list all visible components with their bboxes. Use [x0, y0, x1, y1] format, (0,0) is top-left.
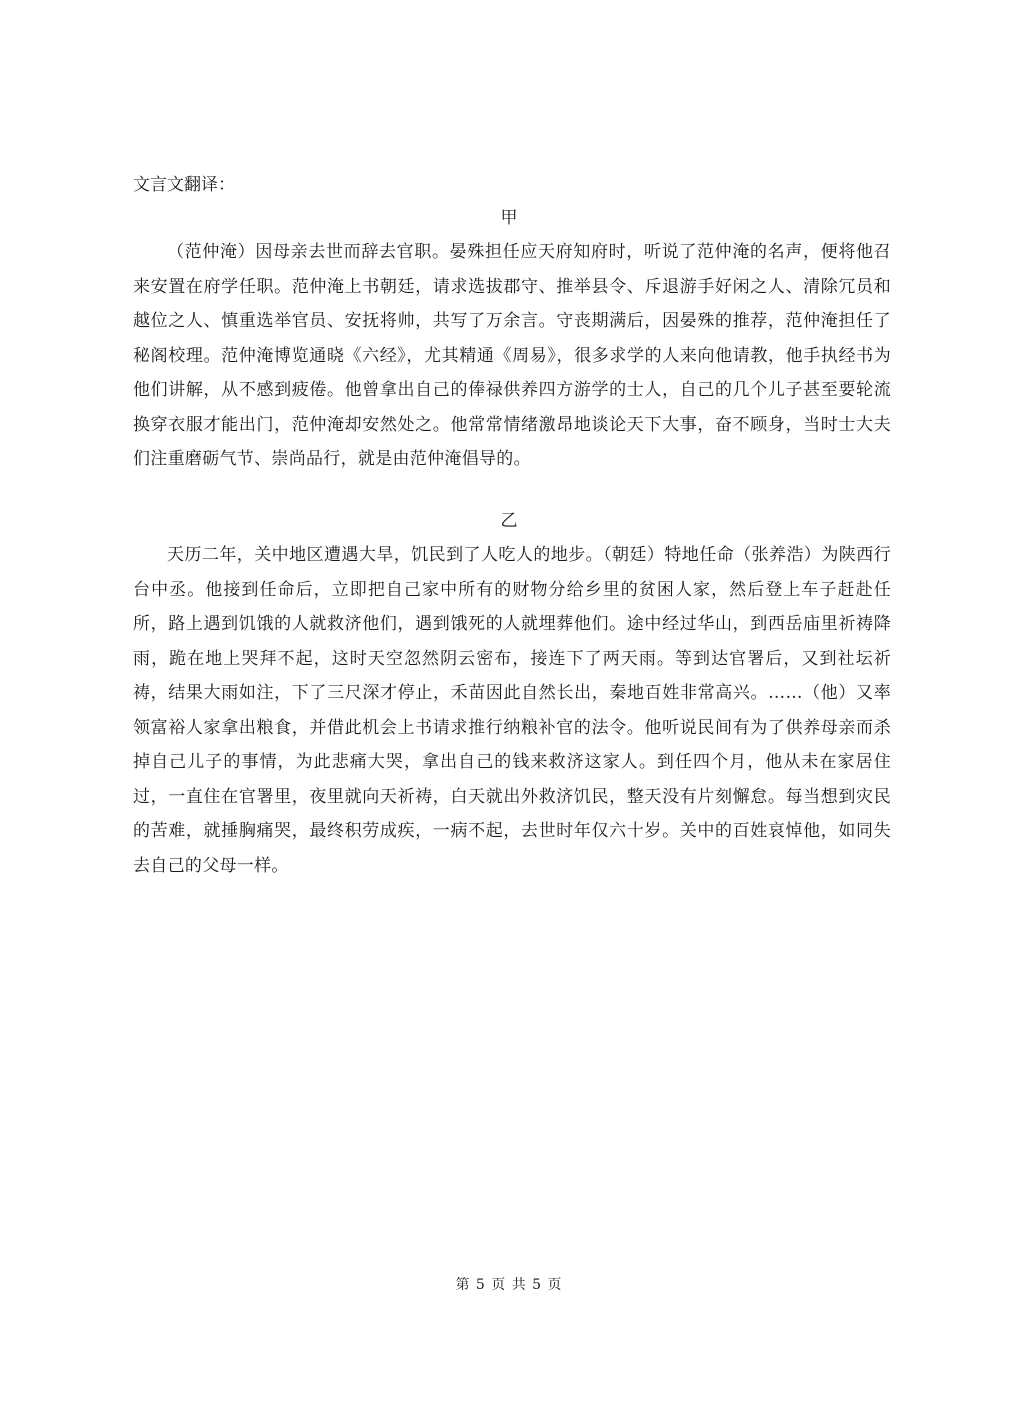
section-b-title: 乙 [500, 511, 518, 531]
intro-label: 文言文翻译： [133, 175, 235, 195]
section-b-paragraph: 天历二年，关中地区遭遇大旱，饥民到了人吃人的地步。（朝廷）特地任命（张养浩）为陕西行台中丞。他接到任命后，立即把自己家中所有的财物分给乡里的贫困人家，然后登上车子赶赴任所，路上遇到饥饿的人就救济他们，遇到饿死的人就埋葬他们。途中经过华山，到西岳庙里祈祷降雨，跪在地上哭拜不起，这时天空忽然阴云密布，接连下了两天雨。等到达官署后，又到社坛祈祷，结果大雨如注，下了三尺深才停止，禾苗因此自然长出，秦地百姓非常高兴。……（他）又率领富裕人家拿出粮食，并借此机会上书请求推行纳粮补官的法令。他听说民间有为了供养母亲而杀掉自己儿子的事情，为此悲痛大哭，拿出自己的钱来救济这家人。到任四个月，他从未在家居住过，一直住在官署里，夜里就向天祈祷，白天就出外救济饥民，整天没有片刻懈怠。每当想到灾民的苦难，就捶胸痛哭，最终积劳成疾，一病不起，去世时年仅六十岁。关中的百姓哀悼他，如同失去自己的父母一样。 [133, 545, 891, 876]
page-number-footer: 第 5 页 共 5 页 [455, 1277, 563, 1293]
section-a-paragraph: （范仲淹）因母亲去世而辞去官职。晏殊担任应天府知府时，听说了范仲淹的名声，便将他召来安置在府学任职。范仲淹上书朝廷，请求选拔郡守、推举县令、斥退游手好闲之人、清除冗员和越位之人、慎重选举官员、安抚将帅，共写了万余言。守丧期满后，因晏殊的推荐，范仲淹担任了秘阁校理。范仲淹博览通晓《六经》，尤其精通《周易》，很多求学的人来向他请教，他手执经书为他们讲解，从不感到疲倦。他曾拿出自己的俸禄供养四方游学的士人，自己的几个儿子甚至要轮流换穿衣服才能出门，范仲淹却安然处之。他常常情绪激昂地谈论天下大事，奋不顾身，当时士大夫们注重磨砺气节、崇尚品行，就是由范仲淹倡导的。 [133, 242, 891, 469]
section-a-title: 甲 [500, 208, 518, 228]
